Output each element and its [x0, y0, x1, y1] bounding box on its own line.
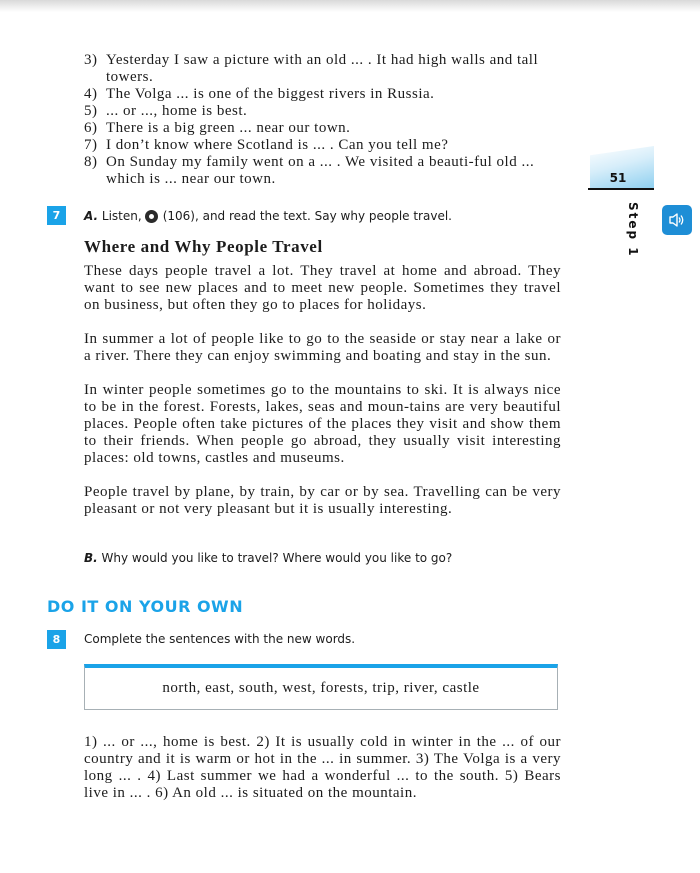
exercise-7-badge: 7: [47, 206, 66, 225]
item-number: 4): [84, 86, 98, 102]
item-number: 6): [84, 120, 98, 136]
item-text: The Volga ... is one of the biggest rivers in Russia.: [106, 86, 435, 102]
list-item: [84, 137, 564, 154]
exercise-8-sentences: 1) ... or ..., home is best. 2) It is usually cold in winter in the ... of our country and it is warm or hot in the ... in summer. 3) The Volga is a very long ... . 4) Last summer we had a wonderful ... to the south. 5) Bears live in ... . 6) An old ... is situated on the mountain.: [84, 734, 561, 801]
list-item: [84, 154, 564, 188]
word-box-text: north, east, south, west, forests, trip, river, castle: [162, 680, 480, 696]
part-b-letter: B.: [84, 551, 98, 565]
list-item: [84, 120, 564, 137]
part-a-listen: Listen,: [101, 209, 142, 223]
part-a-letter: A.: [84, 209, 99, 223]
part-b-text: Why would you like to travel? Where would you like to go?: [101, 551, 453, 565]
item-number: 3): [84, 52, 98, 68]
exercise-8-instruction: Complete the sentences with the new words.: [84, 632, 356, 646]
list-item: [84, 86, 564, 103]
list-item: [84, 103, 564, 120]
word-box: [84, 664, 558, 710]
exercise-7a-instruction: [84, 209, 452, 223]
page-tab-rule: [588, 188, 654, 190]
item-number: 8): [84, 154, 98, 170]
speaker-icon: [668, 212, 686, 228]
item-text: On Sunday my family went on a ... . We visited a beauti-ful old ... which is ... near our town.: [106, 154, 535, 187]
exercise-list: [84, 52, 564, 188]
item-text: Yesterday I saw a picture with an old ... . It had high walls and tall towers.: [106, 52, 539, 85]
item-number: 7): [84, 137, 98, 153]
paragraph: In summer a lot of people like to go to the seaside or stay near a lake or a river. There they can enjoy swimming and boating and stay in the sun.: [84, 331, 561, 364]
section-heading: DO IT ON YOUR OWN: [47, 597, 244, 616]
paragraph: In winter people sometimes go to the mountains to ski. It is always nice to be in the forest. Forests, lakes, seas and moun-tains are very beautiful places. People often take pictures of the places they visit and show them to their friends. When people go abroad, they usually visit interesting places: old towns, castles and museums.: [84, 382, 561, 466]
item-text: ... or ..., home is best.: [106, 103, 248, 119]
exercise-8-badge: 8: [47, 630, 66, 649]
item-text: I don’t know where Scotland is ... . Can you tell me?: [106, 137, 449, 153]
list-item: [84, 52, 564, 86]
step-label: Step 1: [626, 202, 640, 258]
page-number: 51: [609, 171, 627, 185]
item-number: 5): [84, 103, 98, 119]
item-text: There is a big green ... near our town.: [106, 120, 351, 136]
top-edge-shadow: [0, 0, 700, 12]
exercise-7b-instruction: [84, 551, 452, 565]
paragraph: These days people travel a lot. They travel at home and abroad. They want to see new places and to meet new people. Sometimes they travel on business, but often they go to places for holidays.: [84, 263, 561, 313]
cd-icon[interactable]: [145, 210, 158, 223]
part-a-text: (106), and read the text. Say why people travel.: [162, 209, 452, 223]
text-title: Where and Why People Travel: [84, 237, 323, 256]
paragraph: People travel by plane, by train, by car or by sea. Travelling can be very pleasant or not very pleasant but it is usually interesting.: [84, 484, 561, 517]
audio-button[interactable]: [662, 205, 692, 235]
